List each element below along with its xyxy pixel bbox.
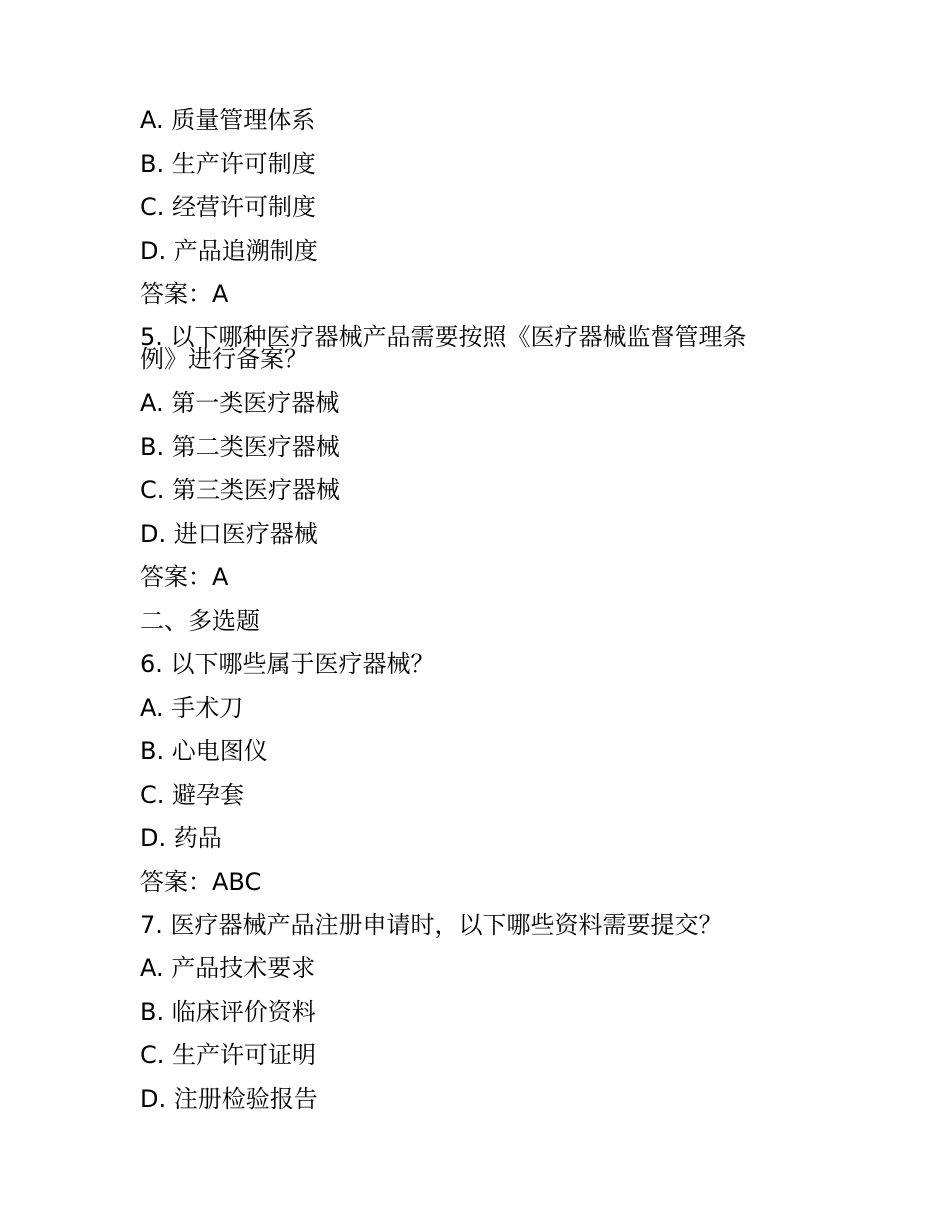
q4-option-b: B. 生产许可制度 <box>140 150 316 178</box>
q7-option-d: D. 注册检验报告 <box>140 1085 318 1113</box>
q4-option-a: A. 质量管理体系 <box>140 106 316 134</box>
q5-option-a: A. 第一类医疗器械 <box>140 389 340 417</box>
q6-option-d: D. 药品 <box>140 824 222 852</box>
q5-answer: 答案：A <box>140 563 229 591</box>
q6-question: 6. 以下哪些属于医疗器械？ <box>140 650 435 678</box>
q7-option-b: B. 临床评价资料 <box>140 998 316 1026</box>
q5-option-d: D. 进口医疗器械 <box>140 520 318 548</box>
section-heading-multiple-choice: 二、多选题 <box>140 607 260 635</box>
q6-option-b: B. 心电图仪 <box>140 737 268 765</box>
q7-question: 7. 医疗器械产品注册申请时，以下哪些资料需要提交？ <box>140 911 723 939</box>
q6-option-c: C. 避孕套 <box>140 781 245 809</box>
q4-option-c: C. 经营许可制度 <box>140 193 317 221</box>
q6-option-a: A. 手术刀 <box>140 694 244 722</box>
q5-option-c: C. 第三类医疗器械 <box>140 476 341 504</box>
q6-answer: 答案：ABC <box>140 868 262 896</box>
q7-option-a: A. 产品技术要求 <box>140 954 316 982</box>
q5-question: 5. 以下哪种医疗器械产品需要按照《医疗器械监督管理条例》进行备案？ <box>140 323 747 373</box>
q4-option-d: D. 产品追溯制度 <box>140 237 318 265</box>
q5-option-b: B. 第二类医疗器械 <box>140 433 340 461</box>
q4-answer: 答案：A <box>140 280 229 308</box>
q7-option-c: C. 生产许可证明 <box>140 1041 317 1069</box>
